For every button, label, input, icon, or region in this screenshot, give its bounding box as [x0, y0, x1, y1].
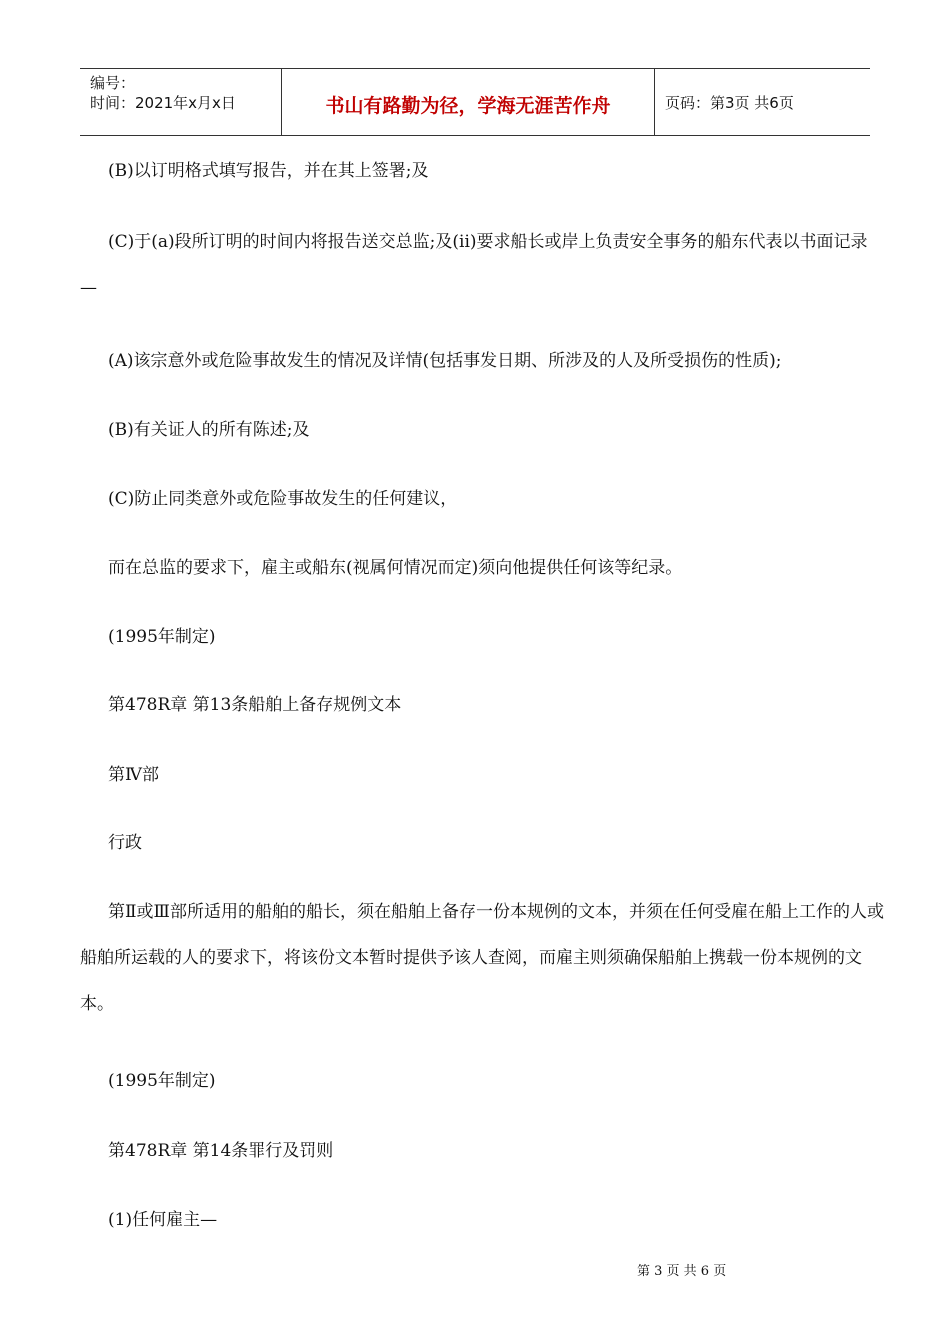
paragraph-3: (A)该宗意外或危险事故发生的情况及详情(包括事发日期、所涉及的人及所受损伤的性质); [108, 351, 782, 371]
header-date-label: 时间：2021年x月x日 [90, 94, 236, 112]
section-heading-14: 第478R章 第14条罪行及罚则 [108, 1141, 334, 1161]
part-title: 行政 [108, 833, 142, 853]
paragraph-2: (C)于(a)段所订明的时间内将报告送交总监;及(ii)要求船长或岸上负责安全事务的船东代表以书面记录— [80, 232, 868, 298]
paragraph-12: (1995年制定) [108, 1071, 216, 1091]
header-page-label: 页码：第3页 共6页 [665, 93, 794, 112]
paragraph-11: 第Ⅱ或Ⅲ部所适用的船舶的船长，须在船舶上备存一份本规例的文本，并须在任何受雇在船上工作的人或船舶所运载的人的要求下，将该份文本暂时提供予该人查阅，而雇主则须确保船舶上携载一份本规例的文本。 [80, 902, 884, 1014]
page-header [80, 68, 870, 136]
paragraph-1: (B)以订明格式填写报告，并在其上签署;及 [108, 161, 429, 181]
header-motto: 书山有路勤为径，学海无涯苦作舟 [282, 69, 655, 135]
paragraph-14: (1)任何雇主— [108, 1210, 218, 1230]
paragraph-4: (B)有关证人的所有陈述;及 [108, 420, 310, 440]
paragraph-7: (1995年制定) [108, 627, 216, 647]
paragraph-6: 而在总监的要求下，雇主或船东(视属何情况而定)须向他提供任何该等纪录。 [108, 558, 683, 578]
header-number-label: 编号： [90, 74, 136, 92]
paragraph-5: (C)防止同类意外或危险事故发生的任何建议， [108, 489, 458, 509]
section-heading-13: 第478R章 第13条船舶上备存规例文本 [108, 695, 402, 715]
header-meta [80, 69, 282, 135]
page-footer: 第 3 页 共 6 页 [637, 1264, 727, 1279]
part-heading: 第Ⅳ部 [108, 765, 159, 785]
